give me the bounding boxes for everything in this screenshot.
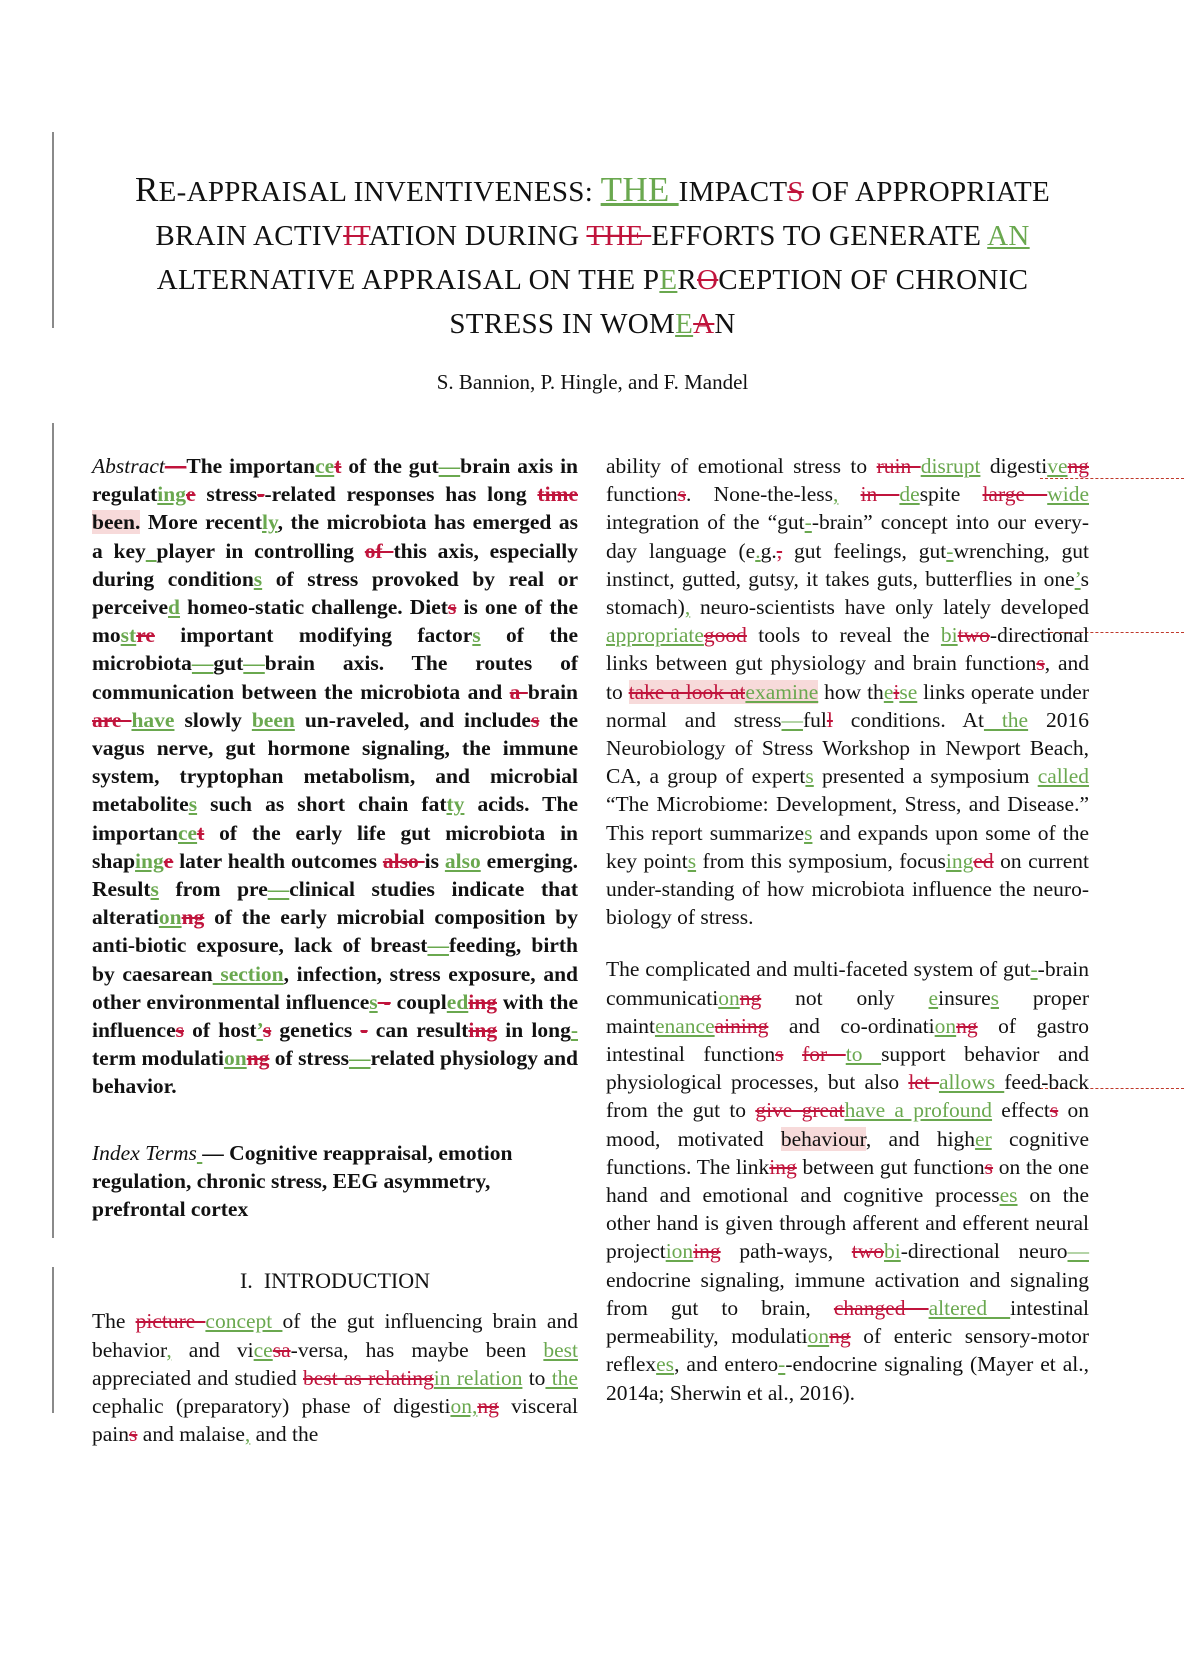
title-line-2: BRAIN ACTIVITATION DURING THE EFFORTS TO GENERATE AN [155,220,1030,252]
intro-paragraph-2: The complicated and multi-faceted system of gut--brain communicationng not only einsures proper maintenanceaining and co-ordinationng of gastro intestinal functions for to support behavior and physiological processes, but also let allows feed-back from the gut to give greathave a profound effects on mood, motivated behaviour, and higher cognitive functions. The linking between gut functions on the one hand and emotional and cognitive processes on the other hand is given through afferent and efferent neural projectioning path-ways, twobi-directional neuro—endocrine signaling, immune activation and signaling from gut to brain, changed altered intestinal permeability, modulationng of enteric sensory-motor reflexes, and entero--endocrine signaling (Mayer et al., 2014a; Sherwin et al., 2016). [606,957,1090,1405]
comment-highlight[interactable]: take a look at [628,679,746,704]
right-column [606,452,1089,1407]
intro-paragraph-1: The picture concept of the gut influencing brain and behavior, and vicesa-versa, has maybe been best appreciated and studied best as relatingin relation to the cephalic (preparatory) phase of digestion,ng visceral pains and malaise, and the [92,1309,578,1447]
change-bar-abstract [52,423,54,1238]
index-terms: Index Terms — Cognitive reappraisal, emotion regulation, chronic stress, EEG asymmetry, prefrontal cortex [92,1140,513,1222]
paper-title [110,168,1075,346]
comment-highlight[interactable]: behaviour [780,1126,866,1151]
abstract-body: The importancet of the gut—brain axis in regulatinge stress--related responses has long time been. More recently, the microbiota has emerged as a key player in controlling of this axis, especially during conditions of stress provoked by real or perceived homeo-static challenge. Diets is one of the mostre important modifying factors of the microbiota—gut—brain axis. The routes of communication between the microbiota and a brain are have slowly been un-raveled, and includes the vagus nerve, gut hormone signaling, the immune system, tryptophan metabolism, and microbial metabolites such as short chain fatty acids. The importancet of the early life gut microbiota in shapinge later health outcomes also is also emerging. Results from pre—clinical studies indicate that alterationng of the early microbial composition by anti-biotic exposure, lack of breast—feeding, birth by caesarean section, infection, stress exposure, and other environmental influences - coupleding with the influences of host’s genetics - can resulting in long-term modulationng of stress—related physiology and behavior. [92,454,579,1099]
author-list: S. Bannion, P. Hingle, and F. Mandel [436,370,749,394]
section-heading-introduction: I. INTRODUCTION [239,1268,431,1294]
left-column [92,452,578,1449]
title-line-4: STRESS IN WOMEAN [449,308,736,340]
abstract: Abstract—The importancet of the gut—brain axis in regulatinge stress--related responses has long time been. More recently, the microbiota has emerged as a key player in controlling of this axis, especially during conditions of stress provoked by real or perceived homeo-static challenge. Diets is one of the mostre important modifying factors of the microbiota—gut—brain axis. The routes of communication between the microbiota and a brain are have slowly been un-raveled, and includes the vagus nerve, gut hormone signaling, the immune system, tryptophan metabolism, and microbial metabolites such as short chain fatty acids. The importancet of the early life gut microbiota in shapinge later health outcomes also is also emerging. Results from pre—clinical studies indicate that alterationng of the early microbial composition by anti-biotic exposure, lack of breast—feeding, birth by caesarean section, infection, stress exposure, and other environmental influences - coupleding with the influences of host’s genetics - can resulting in long-term modulationng of stress—related physiology and behavior. [92,454,579,1099]
change-bar-intro [52,1267,54,1413]
title-line-3: ALTERNATIVE APPRAISAL ON THE PEROCEPTION OF CHRONIC [156,264,1029,296]
comment-highlight[interactable]: been. [92,510,141,535]
change-bar-title [52,132,54,328]
title-insert: THE [600,170,679,209]
title-delete: S [787,176,804,208]
intro-paragraph-1-continued: ability of emotional stress to ruin disrupt digestiveng functions. None-the-less, in despite large wide integration of the “gut--brain” concept into our every-day language (e.g., gut feelings, gut-wrenching, gut instinct, gutted, gutsy, it takes guts, butterflies in one’s stomach), neuro-scientists have only lately developed appropriategood tools to reveal the bitwo-directional links between gut physiology and brain functions, and to take a look atexamine how theise links operate under normal and stress—full conditions. At the 2016 Neurobiology of Stress Workshop in Newport Beach, CA, a group of experts presented a symposium called “The Microbiome: Development, Stress, and Disease.” This report summarizes and expands upon some of the key points from this symposium, focusinged on current under-standing of how microbiota influence the neuro-biology of stress. [606,454,1090,930]
abstract-label: Abstract [92,454,165,478]
title-line-1: RE-APPRAISAL INVENTIVENESS: THE IMPACTS OF APPROPRIATE [134,170,1051,209]
